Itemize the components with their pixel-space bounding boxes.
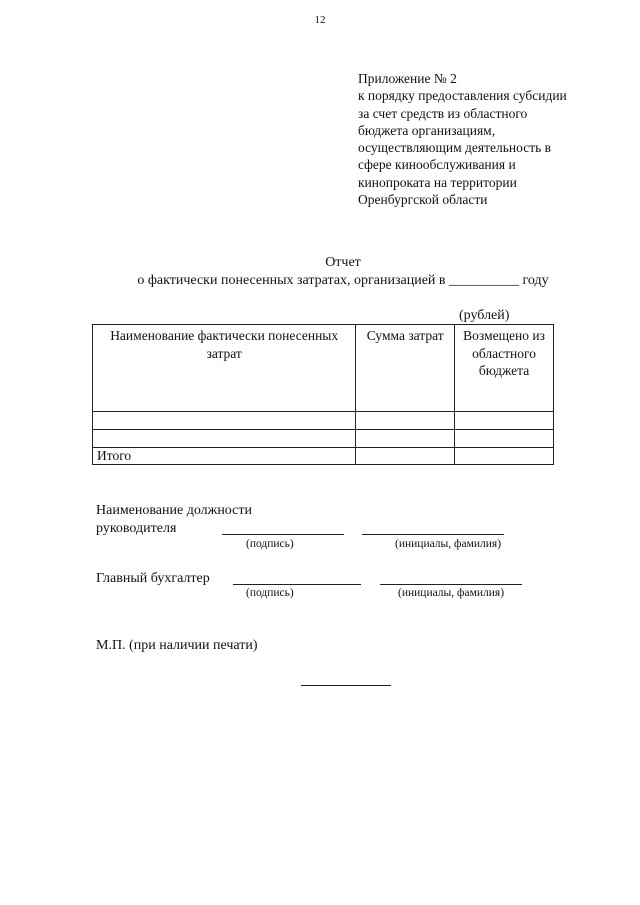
table-row bbox=[93, 430, 554, 448]
appendix-line: сфере кинообслуживания и bbox=[358, 157, 516, 173]
accountant-name-hint: (инициалы, фамилия) bbox=[398, 587, 505, 599]
header-expense-sum: Сумма затрат bbox=[356, 325, 455, 412]
table-header-row bbox=[93, 325, 554, 412]
appendix-line: кинопроката на территории bbox=[358, 174, 517, 190]
appendix-line: Оренбургской области bbox=[358, 192, 488, 208]
appendix-line: Приложение № 2 bbox=[358, 71, 457, 86]
table-cell bbox=[93, 430, 356, 448]
table-cell bbox=[356, 430, 455, 448]
report-title: Отчет bbox=[325, 255, 361, 270]
appendix-line: к порядку предоставления субсидии bbox=[358, 88, 567, 104]
header-expense-name: Наименование фактически понесенных затрат bbox=[93, 325, 356, 412]
appendix-header bbox=[358, 70, 628, 208]
stamp-label: М.П. (при наличии печати) bbox=[96, 638, 258, 653]
accountant-label: Главный бухгалтер bbox=[96, 571, 210, 586]
manager-name-hint: (инициалы, фамилия) bbox=[395, 538, 502, 550]
footnote-divider bbox=[301, 685, 391, 686]
manager-name-line bbox=[362, 534, 504, 535]
page-number: 12 bbox=[314, 14, 326, 26]
report-subtitle: о фактически понесенных затратах, организацией в __________ году bbox=[137, 273, 549, 288]
appendix-line: за счет средств из областного bbox=[358, 105, 528, 121]
accountant-signature-hint: (подпись) bbox=[246, 587, 294, 599]
appendix-line: осуществляющим деятельность в bbox=[358, 140, 551, 156]
table-row bbox=[93, 412, 554, 430]
appendix-line: бюджета организациям, bbox=[358, 122, 496, 138]
header-reimbursed: Возмещено из областного бюджета bbox=[455, 325, 554, 412]
units-label: (рублей) bbox=[459, 308, 510, 323]
manager-signature-line bbox=[222, 534, 344, 535]
table-total-row bbox=[93, 448, 554, 465]
accountant-name-line bbox=[380, 584, 522, 585]
table-cell bbox=[455, 448, 554, 465]
manager-signature-hint: (подпись) bbox=[246, 538, 294, 550]
manager-position-label-2: руководителя bbox=[96, 521, 177, 536]
table-cell bbox=[356, 412, 455, 430]
table-cell bbox=[356, 448, 455, 465]
accountant-signature-line bbox=[233, 584, 361, 585]
expenses-table bbox=[92, 324, 554, 465]
table-cell bbox=[93, 412, 356, 430]
total-label: Итого bbox=[93, 448, 356, 465]
table-cell bbox=[455, 430, 554, 448]
manager-position-label: Наименование должности bbox=[96, 503, 252, 518]
table-cell bbox=[455, 412, 554, 430]
